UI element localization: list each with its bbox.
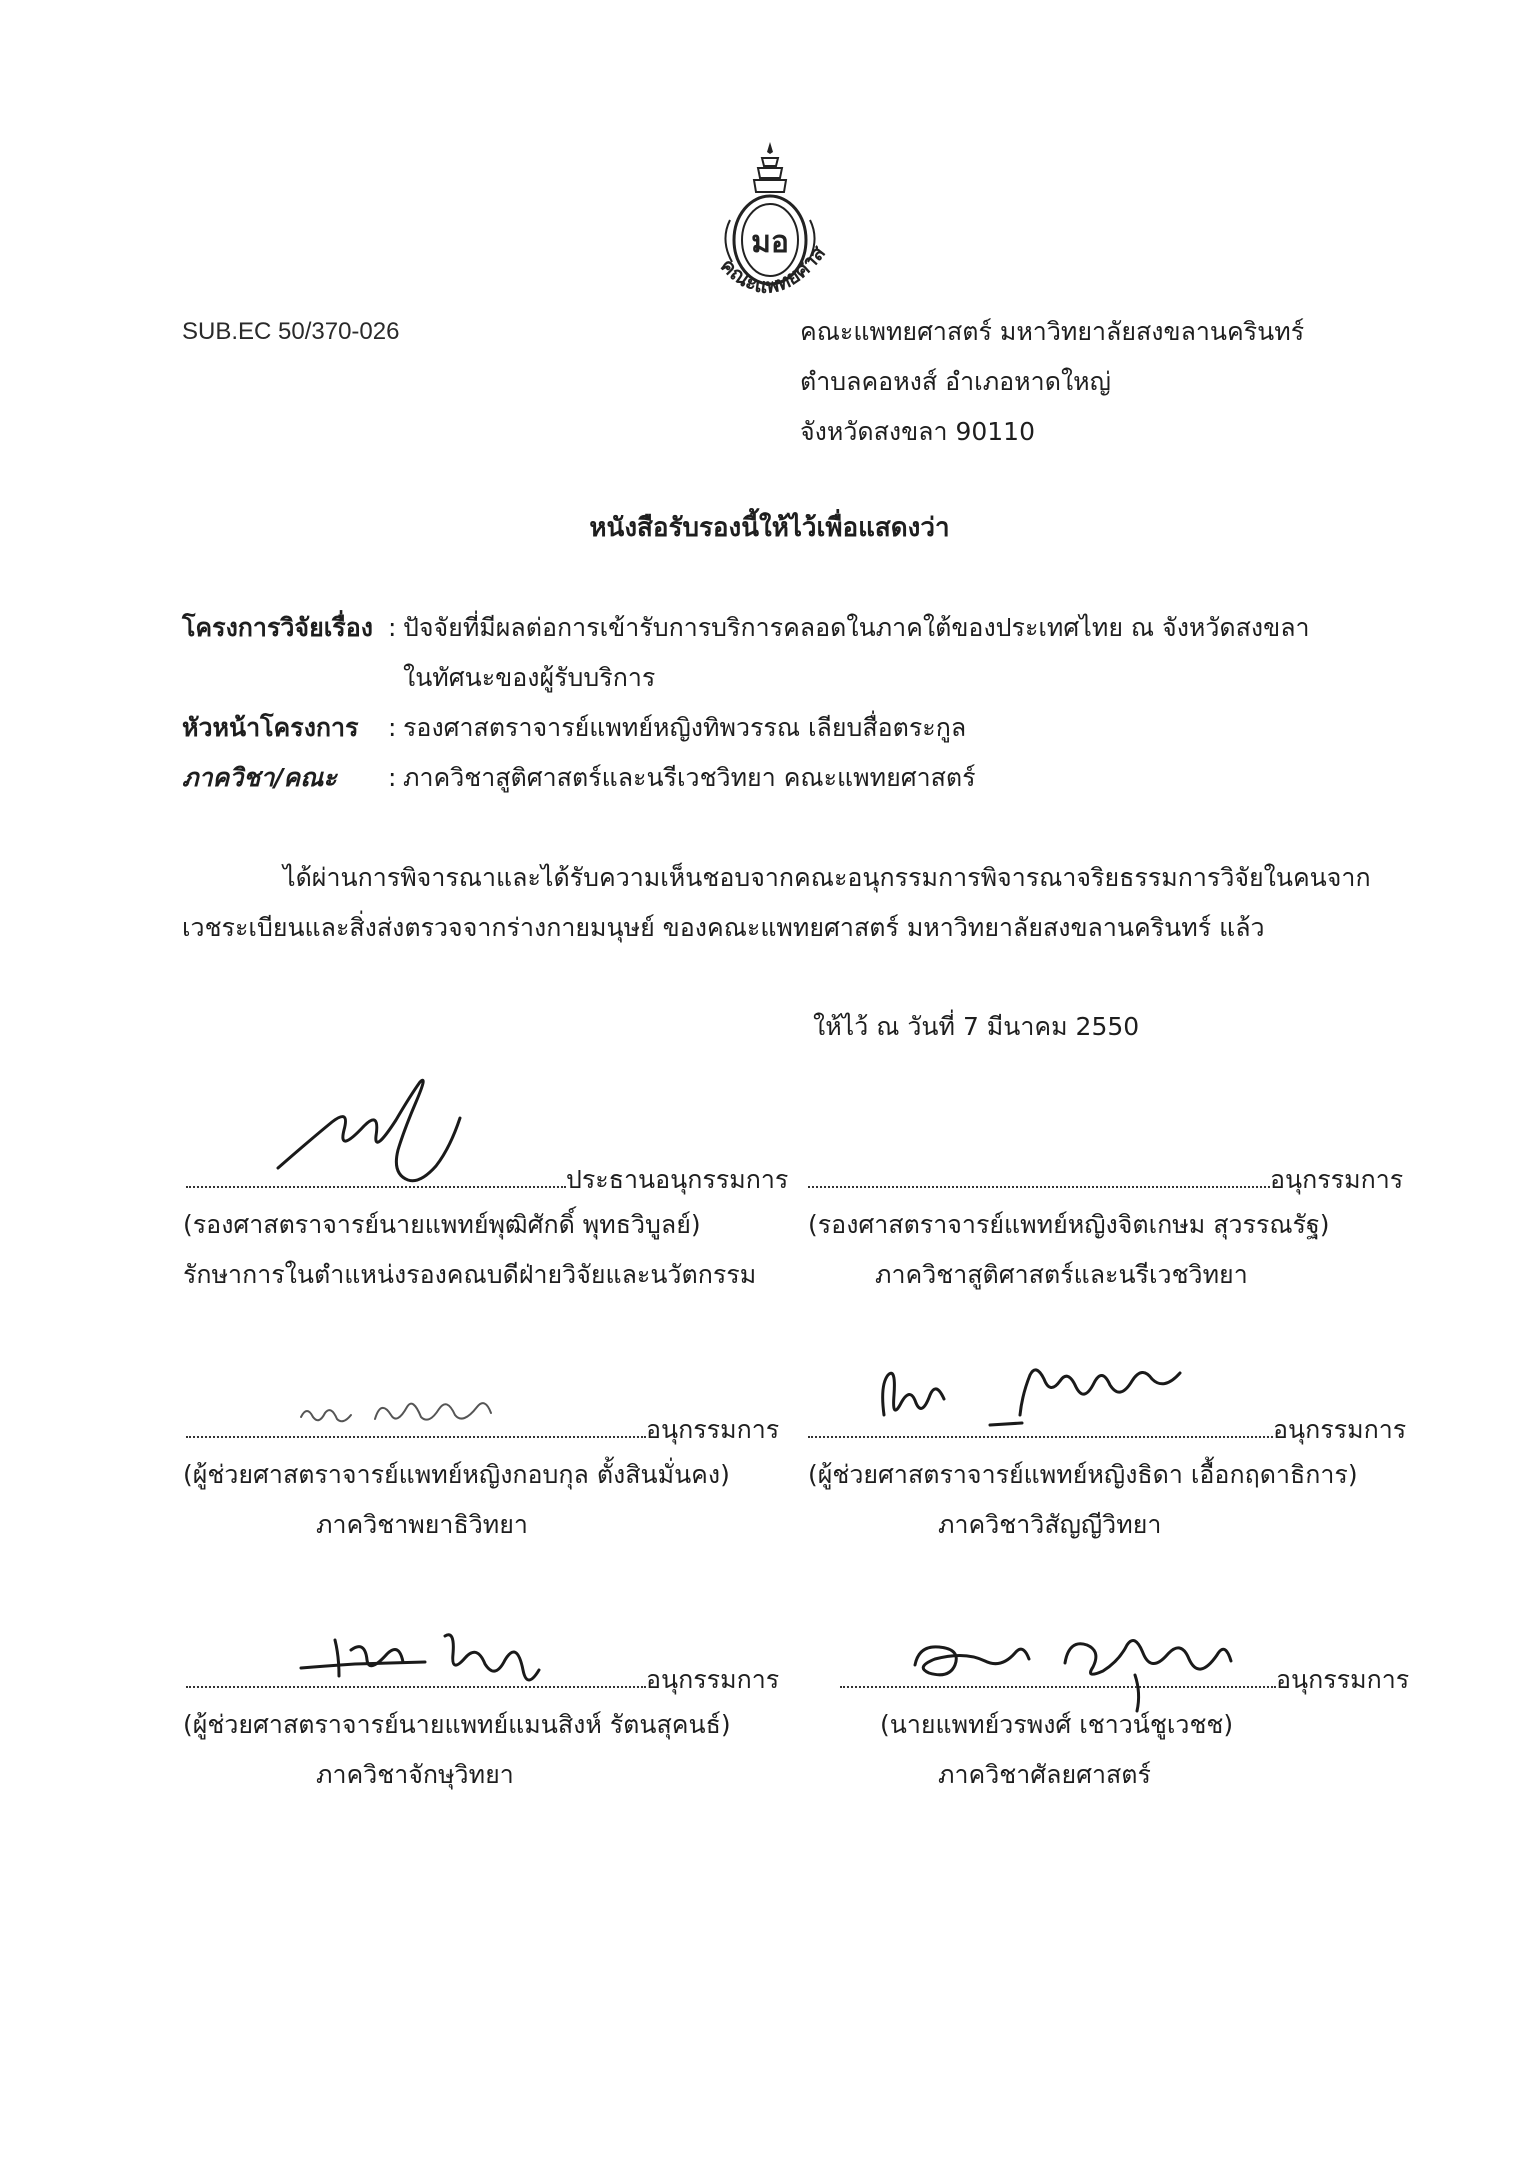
signatory-role: ประธานอนุกรรมการ [566, 1165, 789, 1194]
signatory-detail: ภาควิชาสูติศาสตร์และนรีเวชวิทยา [875, 1260, 1248, 1289]
address-line-3: จังหวัดสงขลา 90110 [800, 417, 1035, 446]
department-value: ภาควิชาสูติศาสตร์และนรีเวชวิทยา คณะแพทยศาสตร์ [403, 763, 976, 792]
signatory-name: (รองศาสตราจารย์นายแพทย์พุฒิศักดิ์ พุทธวิบูลย์) [183, 1210, 701, 1239]
body-line-2: เวชระเบียนและสิ่งส่งตรวจจากร่างกายมนุษย์ ของคณะแพทยศาสตร์ มหาวิทยาลัยสงขลานครินทร์ แล้ว [182, 913, 1265, 942]
signatory-name: (รองศาสตราจารย์แพทย์หญิงจิตเกษม สุวรรณรัฐ) [808, 1210, 1330, 1239]
colon: : [388, 713, 397, 742]
signature-line [808, 1410, 1406, 1450]
colon: : [388, 763, 397, 792]
signatory-name: (ผู้ช่วยศาสตราจารย์แพทย์หญิงกอบกุล ตั้งสินมั่นคง) [183, 1460, 730, 1489]
colon: : [388, 613, 397, 642]
project-title-line-1: ปัจจัยที่มีผลต่อการเข้ารับการบริการคลอดในภาคใต้ของประเทศไทย ณ จังหวัดสงขลา [403, 613, 1310, 642]
signatory-name: (ผู้ช่วยศาสตราจารย์นายแพทย์แมนสิงห์ รัตนสุคนธ์) [183, 1710, 731, 1739]
signatory-detail: ภาควิชาวิสัญญีวิทยา [938, 1510, 1162, 1539]
reference-number: SUB.EC 50/370-026 [182, 318, 400, 345]
signature-line [808, 1160, 1403, 1200]
svg-text:คณะแพทยศาสตร์ [700, 140, 831, 298]
faculty-of-medicine-seal-icon [700, 140, 840, 310]
signature-line [186, 1660, 779, 1700]
project-title-label: โครงการวิจัยเรื่อง [182, 613, 373, 642]
project-leader-label: หัวหน้าโครงการ [182, 713, 359, 742]
certificate-title: หนังสือรับรองนี้ให้ไว้เพื่อแสดงว่า [589, 513, 950, 543]
signatory-role: อนุกรรมการ [1276, 1665, 1410, 1694]
signatory-role: อนุกรรมการ [646, 1665, 780, 1694]
project-leader-value: รองศาสตราจารย์แพทย์หญิงทิพวรรณ เลียบสื่อตระกูล [403, 713, 967, 742]
svg-text:มอ: มอ [751, 225, 789, 260]
signatory-detail: ภาควิชาศัลยศาสตร์ [938, 1760, 1151, 1789]
issue-date: ให้ไว้ ณ วันที่ 7 มีนาคม 2550 [813, 1012, 1140, 1041]
faculty-seal [700, 140, 840, 310]
address-line-1: คณะแพทยศาสตร์ มหาวิทยาลัยสงขลานครินทร์ [800, 317, 1305, 346]
signatory-name: (ผู้ช่วยศาสตราจารย์แพทย์หญิงธิดา เอื้อกฤดาธิการ) [808, 1460, 1358, 1489]
department-label: ภาควิชา/คณะ [182, 763, 337, 792]
signatory-role: อนุกรรมการ [646, 1415, 780, 1444]
project-title-line-2: ในทัศนะของผู้รับบริการ [403, 663, 656, 692]
address-line-2: ตำบลคอหงส์ อำเภอหาดใหญ่ [800, 367, 1111, 396]
signature-line [840, 1660, 1409, 1700]
seal-text: คณะแพทยศาส [715, 240, 831, 299]
signatory-detail: ภาควิชาพยาธิวิทยา [316, 1510, 528, 1539]
signatory-detail: ภาควิชาจักษุวิทยา [316, 1760, 514, 1789]
signatory-role: อนุกรรมการ [1273, 1415, 1407, 1444]
body-line-1: ได้ผ่านการพิจารณาและได้รับความเห็นชอบจากคณะอนุกรรมการพิจารณาจริยธรรมการวิจัยในคนจาก [283, 863, 1371, 892]
signatory-role: อนุกรรมการ [1270, 1165, 1404, 1194]
signature-line [186, 1160, 788, 1200]
signature-line [186, 1410, 779, 1450]
signatory-name: (นายแพทย์วรพงศ์ เชาวน์ชูเวชช) [880, 1710, 1234, 1739]
signatory-detail: รักษาการในตำแหน่งรองคณบดีฝ่ายวิจัยและนวัตกรรม [183, 1260, 757, 1289]
